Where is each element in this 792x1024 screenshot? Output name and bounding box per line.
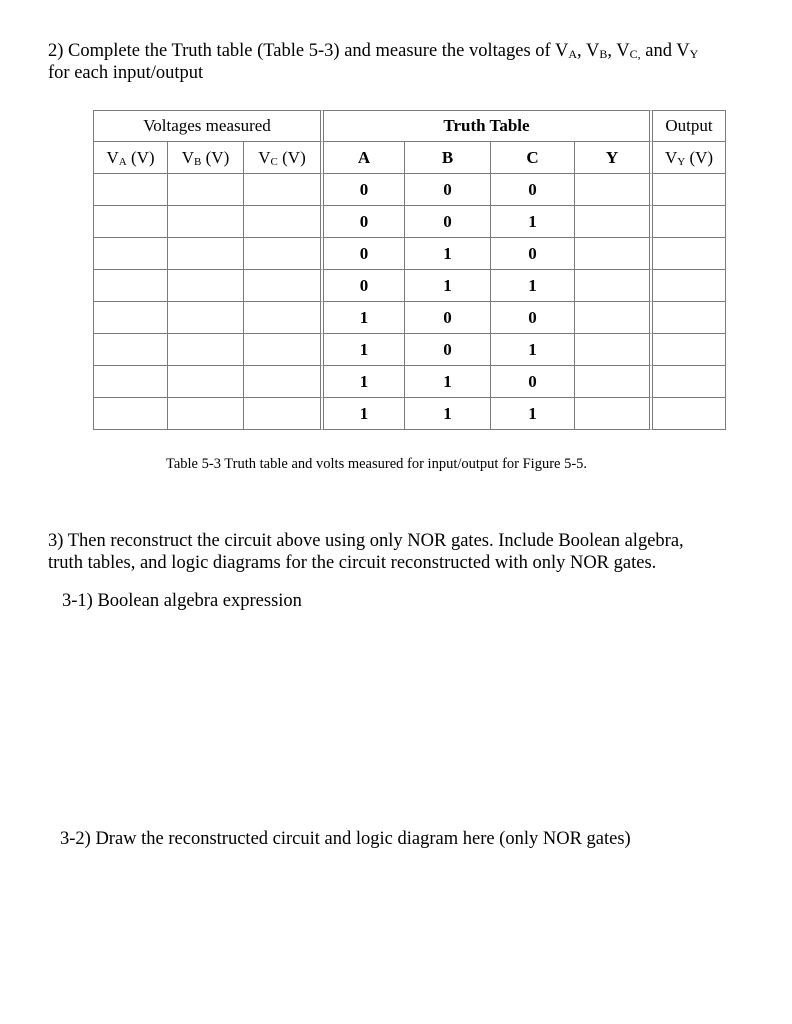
- vy-cell[interactable]: [649, 237, 726, 269]
- question-2: [48, 40, 768, 84]
- va-cell[interactable]: [93, 333, 167, 365]
- va-cell[interactable]: [93, 397, 167, 430]
- va-cell[interactable]: [93, 237, 167, 269]
- table-row: [93, 269, 726, 301]
- c-cell: 0: [490, 301, 574, 333]
- y-cell[interactable]: [574, 365, 649, 397]
- vb-cell[interactable]: [167, 365, 243, 397]
- vy-cell[interactable]: [649, 173, 726, 205]
- a-cell: 0: [320, 237, 404, 269]
- y-cell[interactable]: [574, 237, 649, 269]
- vb-cell[interactable]: [167, 301, 243, 333]
- va-cell[interactable]: [93, 205, 167, 237]
- output-header: Output: [649, 110, 726, 141]
- truth-table-header: Truth Table: [320, 110, 649, 141]
- table-row: [93, 205, 726, 237]
- vc-cell[interactable]: [243, 205, 320, 237]
- va-cell[interactable]: [93, 365, 167, 397]
- table-row: [93, 301, 726, 333]
- table-row: [93, 173, 726, 205]
- b-header: B: [404, 141, 490, 173]
- question-3: [48, 530, 768, 574]
- va-cell[interactable]: [93, 173, 167, 205]
- vb-cell[interactable]: [167, 333, 243, 365]
- vc-cell[interactable]: [243, 269, 320, 301]
- vc-cell[interactable]: [243, 301, 320, 333]
- a-cell: 0: [320, 269, 404, 301]
- vb-cell[interactable]: [167, 173, 243, 205]
- va-cell[interactable]: [93, 301, 167, 333]
- a-cell: 1: [320, 397, 404, 430]
- y-cell[interactable]: [574, 173, 649, 205]
- question-3-2: 3-2) Draw the reconstructed circuit and logic diagram here (only NOR gates): [60, 829, 631, 849]
- c-cell: 1: [490, 205, 574, 237]
- va-header: $V_A$ (V): [93, 141, 167, 173]
- table-row: [93, 333, 726, 365]
- voltages-measured-header: Voltages measured: [93, 110, 320, 141]
- b-cell: 0: [404, 173, 490, 205]
- a-cell: 1: [320, 301, 404, 333]
- c-cell: 1: [490, 269, 574, 301]
- b-cell: 1: [404, 365, 490, 397]
- vc-cell[interactable]: [243, 397, 320, 430]
- c-cell: 0: [490, 173, 574, 205]
- vc-cell[interactable]: [243, 365, 320, 397]
- vy-cell[interactable]: [649, 301, 726, 333]
- table-row: [93, 397, 726, 430]
- vy-cell[interactable]: [649, 365, 726, 397]
- y-cell[interactable]: [574, 269, 649, 301]
- b-cell: 1: [404, 237, 490, 269]
- y-cell[interactable]: [574, 333, 649, 365]
- vc-header: $V_C$ (V): [243, 141, 320, 173]
- a-cell: 1: [320, 333, 404, 365]
- b-cell: 0: [404, 301, 490, 333]
- vy-cell[interactable]: [649, 333, 726, 365]
- vb-cell[interactable]: [167, 269, 243, 301]
- vb-header: $V_B$ (V): [167, 141, 243, 173]
- vc-cell[interactable]: [243, 173, 320, 205]
- vy-cell[interactable]: [649, 205, 726, 237]
- va-cell[interactable]: [93, 269, 167, 301]
- truth-table: [93, 110, 726, 430]
- vb-cell[interactable]: [167, 397, 243, 430]
- y-cell[interactable]: [574, 205, 649, 237]
- vy-cell[interactable]: [649, 397, 726, 430]
- b-cell: 1: [404, 269, 490, 301]
- table-caption: Table 5-3 Truth table and volts measured for input/output for Figure 5-5.: [166, 456, 588, 472]
- c-cell: 0: [490, 365, 574, 397]
- group-header-row: [93, 110, 726, 141]
- y-header: Y: [574, 141, 649, 173]
- vb-cell[interactable]: [167, 237, 243, 269]
- question-3-1: 3-1) Boolean algebra expression: [62, 591, 302, 611]
- b-cell: 0: [404, 205, 490, 237]
- c-header: C: [490, 141, 574, 173]
- a-cell: 0: [320, 205, 404, 237]
- question-3-line-1: 3) Then reconstruct the circuit above using only NOR gates. Include Boolean algebra,: [48, 531, 684, 551]
- b-cell: 0: [404, 333, 490, 365]
- question-3-line-2: truth tables, and logic diagrams for the circuit reconstructed with only NOR gates.: [48, 553, 657, 573]
- question-2-line-2: for each input/output: [48, 63, 204, 83]
- vb-cell[interactable]: [167, 205, 243, 237]
- b-cell: 1: [404, 397, 490, 430]
- table-row: [93, 365, 726, 397]
- vc-cell[interactable]: [243, 333, 320, 365]
- y-cell[interactable]: [574, 301, 649, 333]
- a-cell: 0: [320, 173, 404, 205]
- y-cell[interactable]: [574, 397, 649, 430]
- vy-cell[interactable]: [649, 269, 726, 301]
- c-cell: 1: [490, 397, 574, 430]
- column-header-row: [93, 141, 726, 173]
- table-row: [93, 237, 726, 269]
- vy-header: $V_Y$ (V): [649, 141, 726, 173]
- c-cell: 0: [490, 237, 574, 269]
- a-cell: 1: [320, 365, 404, 397]
- question-2-line-1: 2) Complete the Truth table (Table 5-3) and measure the voltages of $V_A$, $V_B$, $V_{C,}$ and $V_Y$: [48, 41, 699, 61]
- a-header: A: [320, 141, 404, 173]
- c-cell: 1: [490, 333, 574, 365]
- vc-cell[interactable]: [243, 237, 320, 269]
